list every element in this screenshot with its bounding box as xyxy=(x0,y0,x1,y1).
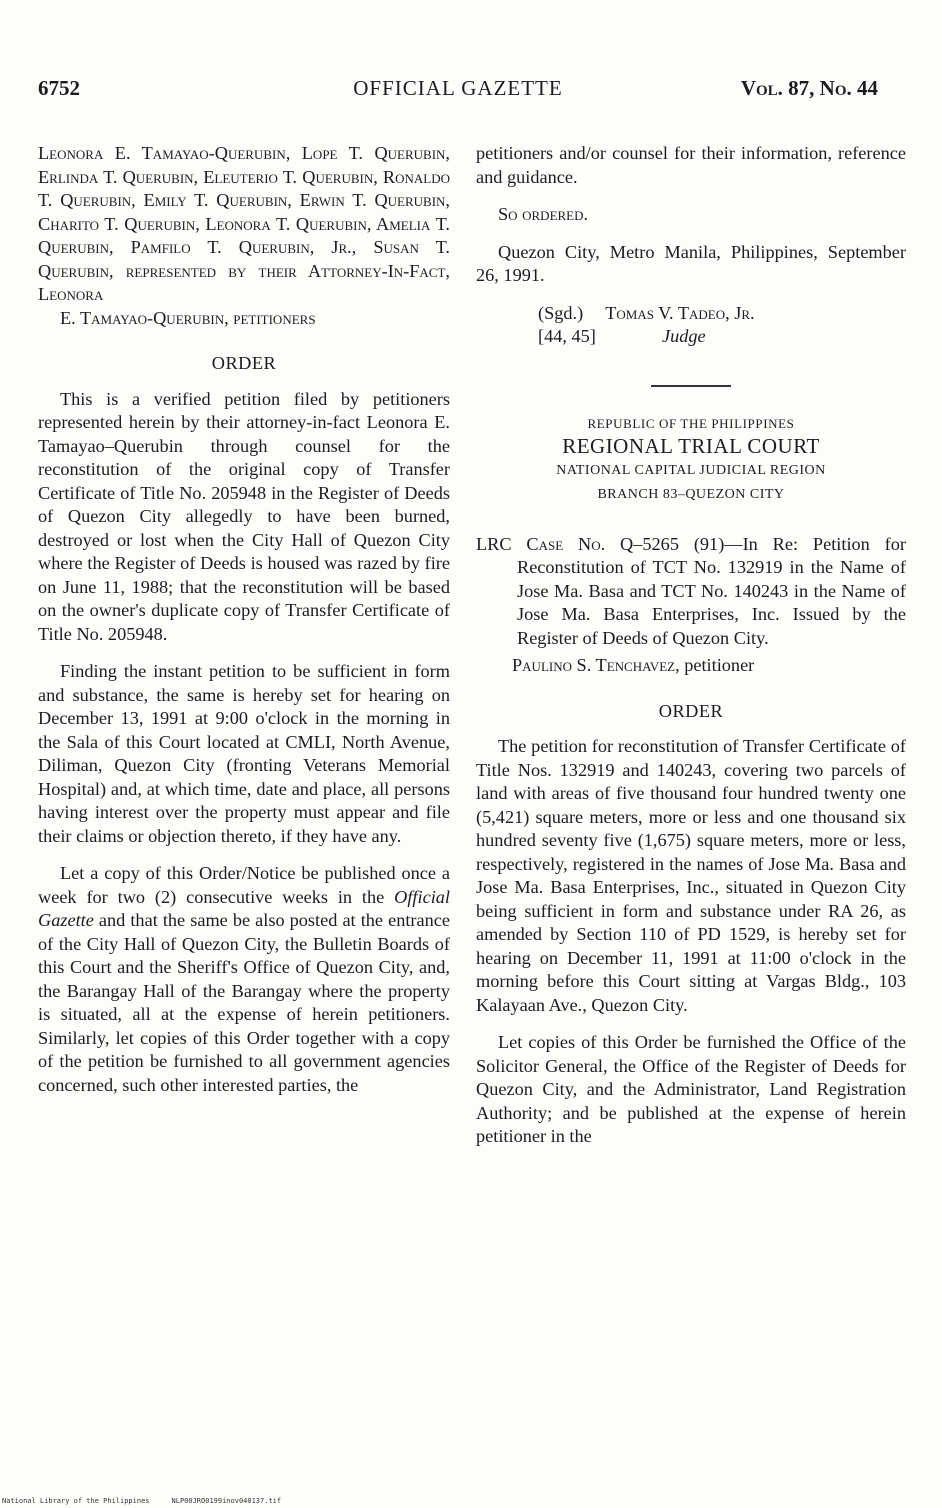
place-date: Quezon City, Metro Manila, Philippines, September 26, 1991. xyxy=(476,241,906,285)
order-paragraph-1: This is a verified petition filed by petitioners represented herein by their attorney-in-fact Leonora E. Tamayao–Querubin through counsel for the reconstitution of the original copy of Transfer Certificate of Title No. 205948 in the Register of Deeds of Quezon City allegedly to have been burned, destroyed or lost when the City Hall of Quezon City where the Register of Deeds is housed was razed by fire on June 11, 1988; that the reconstitution will be based on the owner's duplicate copy of Transfer Certificate of Title No. 205948. xyxy=(38,388,450,644)
court-name: REGIONAL TRIAL COURT xyxy=(562,433,820,458)
order-heading: ORDER xyxy=(211,353,277,373)
petitioner-line xyxy=(476,654,906,678)
page-header xyxy=(38,76,878,106)
paragraph-3-start: Let a copy of this Order/Notice be published once a week for two (2) consecutive weeks in the xyxy=(38,863,450,907)
gazette-name: Official Gazette xyxy=(38,886,450,930)
region-line: NATIONAL CAPITAL JUDICIAL REGION xyxy=(556,462,826,478)
publication-title: OFFICIAL GAZETTE xyxy=(353,76,563,100)
library-credit: National Library of the Philippines xyxy=(2,1497,150,1505)
left-column xyxy=(38,142,450,1097)
branch-line: BRANCH 83–QUEZON CITY xyxy=(597,486,785,502)
paragraph-3-end: and that the same be also posted at the entrance of the City Hall of Quezon City, the Bulletin Boards of this Court and the Sheriff's Office of Quezon City, and, the Barangay Hall of the Barangay where the property is situated, all at the expense of herein petitioners. Similarly, let copies of this Order together with a copy of the petition be furnished to all government agencies concerned, such other interested parties, the xyxy=(38,910,450,1095)
case-number: LRC Case No. Q–5265 (91) xyxy=(476,533,725,554)
order-2-paragraph-1: The petition for reconstitution of Transfer Certificate of Title Nos. 132919 and 140243, covering two parcels of land with areas of five thousand four hundred twenty one (5,421) square meters, more or less and one thousand six hundred seventy five (1,675) square meters, more or less, respectively, registered in the names of Jose Ma. Basa and Jose Ma. Basa Enterprises, Inc., situated in Quezon City being sufficient in form and substance under RA 26, as amended by Section 110 of PD 1529, is hereby set for hearing on December 11, 1991 at 11:00 o'clock in the morning before this Court sitting at Vargas Bldg., 103 Kalayaan Ave., Quezon City. xyxy=(476,736,906,1015)
so-ordered: So ordered. xyxy=(498,204,589,224)
order-heading-2: ORDER xyxy=(658,700,724,721)
order-paragraph-2: Finding the instant petition to be sufficient in form and substance, the same is hereby set for hearing on December 13, 1991 at 9:00 o'clock in the morning in the Sala of this Court located at CMLI, North Avenue, Diliman, Quezon City (fronting Veterans Memorial Hospital) and, at which time, date and place, all persons having interest over the property must appear and file their claims or objection thereto, if they have any. xyxy=(38,661,450,846)
case-caption xyxy=(38,142,450,330)
signed-mark: (Sgd.) xyxy=(538,302,584,323)
volume-number: Vol. 87, No. 44 xyxy=(740,76,878,100)
order-2-paragraph-2: Let copies of this Order be furnished the Office of the Solicitor General, the Office of the Register of Deeds for Quezon City, and the Administrator, Land Registration Authority; and be published at the expense of herein petitioner in the xyxy=(476,1032,906,1146)
caption-names-end: E. Tamayao-Querubin, petitioners xyxy=(60,307,316,328)
judge-title: Judge xyxy=(662,326,706,346)
scan-filename: NLP00JRO0199inov040137.tif xyxy=(171,1497,282,1505)
case-description: —In Re: Petition for Reconstitution of TCT No. 132919 in the Name of Jose Ma. Basa and TCT No. 140243 in the Name of Jose Ma. Basa Enterprises, Inc. Issued by the Register of Deeds of Quezon City. xyxy=(517,533,906,648)
section-divider xyxy=(651,385,731,387)
case-title xyxy=(476,533,906,651)
scan-footer xyxy=(2,1497,281,1505)
page-number: 6752 xyxy=(38,76,80,100)
continuation-text: petitioners and/or counsel for their information, reference and guidance. xyxy=(476,143,906,187)
caption-names: Leonora E. Tamayao-Querubin, Lope T. Querubin, Erlinda T. Querubin, Eleuterio T. Querubin, Ronaldo T. Querubin, Emily T. Querubin, Erwin T. Querubin, Charito T. Querubin, Leonora T. Querubin, Amelia T. Querubin, Pamfilo T. Querubin, Jr., Susan T. Querubin, represented by their Attorney-In-Fact, Leonora xyxy=(38,143,450,304)
court-heading xyxy=(476,415,906,507)
reference-number: [44, 45] xyxy=(538,326,596,346)
order-paragraph-3 xyxy=(38,862,450,1097)
republic-line: REPUBLIC OF THE PHILIPPINES xyxy=(587,415,795,431)
petitioner-role: , petitioner xyxy=(675,655,755,675)
judge-name: Tomas V. Tadeo, Jr. xyxy=(605,302,755,323)
right-column xyxy=(476,142,906,1149)
petitioner-name: Paulino S. Tenchavez xyxy=(512,655,676,675)
signature-block xyxy=(476,302,906,349)
